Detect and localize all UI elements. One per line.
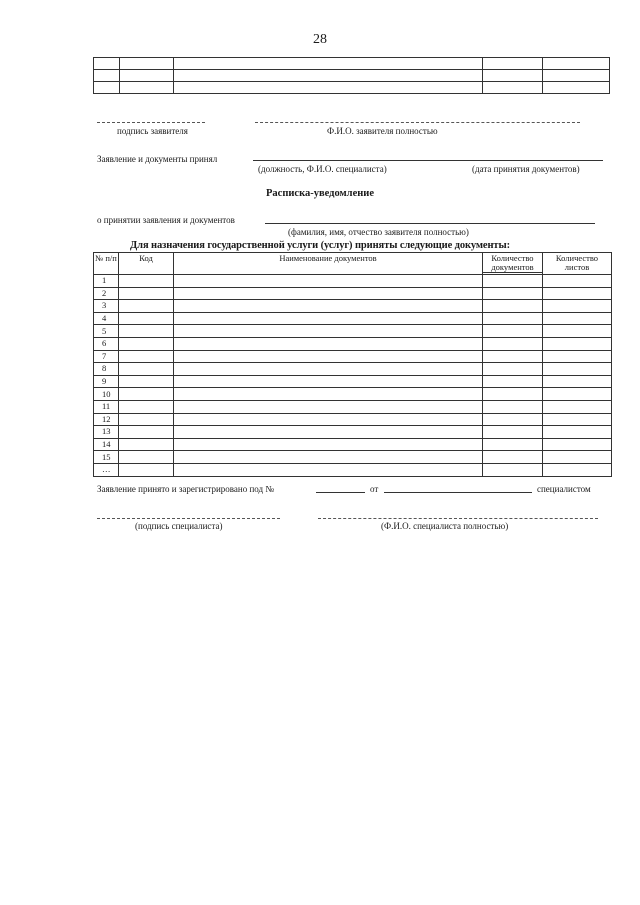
row-docs-count-cell[interactable] <box>483 337 543 350</box>
applicant-fio-caption: Ф.И.О. заявителя полностью <box>327 126 438 136</box>
row-docs-count-cell[interactable] <box>483 275 543 288</box>
row-code-cell[interactable] <box>119 438 174 451</box>
page-number: 28 <box>313 32 327 47</box>
table-row <box>94 413 612 426</box>
row-name-cell[interactable] <box>174 287 483 300</box>
row-docs-count-cell[interactable] <box>483 400 543 413</box>
row-name-cell[interactable] <box>174 312 483 325</box>
header-code: Код <box>119 253 174 275</box>
registration-number-line[interactable] <box>316 492 365 493</box>
row-number-cell: 5 <box>94 325 119 338</box>
row-docs-count-cell[interactable] <box>483 426 543 439</box>
row-number-cell: 12 <box>94 413 119 426</box>
row-name-cell[interactable] <box>174 426 483 439</box>
row-code-cell[interactable] <box>119 363 174 376</box>
row-code-cell[interactable] <box>119 375 174 388</box>
row-sheets-count-cell[interactable] <box>543 312 612 325</box>
row-name-cell[interactable] <box>174 337 483 350</box>
row-sheets-count-cell[interactable] <box>543 400 612 413</box>
receipt-fio-caption: (фамилия, имя, отчество заявителя полностью) <box>288 227 469 237</box>
row-name-cell[interactable] <box>174 400 483 413</box>
documents-subtitle: Для назначения государственной услуги (услуг) приняты следующие документы: <box>130 240 510 251</box>
row-code-cell[interactable] <box>119 400 174 413</box>
row-number-cell: 8 <box>94 363 119 376</box>
row-code-cell[interactable] <box>119 350 174 363</box>
row-code-cell[interactable] <box>119 300 174 313</box>
row-docs-count-cell[interactable] <box>483 312 543 325</box>
row-name-cell[interactable] <box>174 438 483 451</box>
row-number-cell: 9 <box>94 375 119 388</box>
row-number-cell: 11 <box>94 400 119 413</box>
specialist-signature-line[interactable] <box>97 518 280 519</box>
accepted-by-position-caption: (должность, Ф.И.О. специалиста) <box>258 164 387 174</box>
row-name-cell[interactable] <box>174 413 483 426</box>
documents-table <box>93 252 612 477</box>
row-number-cell: 1 <box>94 275 119 288</box>
table-row <box>94 287 612 300</box>
specialist-signature-caption: (подпись специалиста) <box>135 521 223 531</box>
row-name-cell[interactable] <box>174 451 483 464</box>
row-code-cell[interactable] <box>119 463 174 476</box>
registration-from-label: от <box>370 484 379 494</box>
row-number-cell: … <box>94 463 119 476</box>
table-row <box>94 426 612 439</box>
accepted-by-line[interactable] <box>253 160 603 161</box>
row-sheets-count-cell[interactable] <box>543 451 612 464</box>
specialist-fio-caption: (Ф.И.О. специалиста полностью) <box>381 521 509 531</box>
row-code-cell[interactable] <box>119 275 174 288</box>
row-number-cell: 3 <box>94 300 119 313</box>
table-row <box>94 400 612 413</box>
accepted-by-label: Заявление и документы принял <box>97 154 218 164</box>
row-code-cell[interactable] <box>119 287 174 300</box>
row-name-cell[interactable] <box>174 463 483 476</box>
receipt-title: Расписка-уведомление <box>266 188 374 199</box>
row-sheets-count-cell[interactable] <box>543 325 612 338</box>
header-num: № п/п <box>94 253 119 275</box>
row-docs-count-cell[interactable] <box>483 350 543 363</box>
header-docs-count: Количество документов <box>483 253 543 275</box>
row-code-cell[interactable] <box>119 325 174 338</box>
row-docs-count-cell[interactable] <box>483 300 543 313</box>
registration-by-label: специалистом <box>537 484 591 494</box>
row-sheets-count-cell[interactable] <box>543 363 612 376</box>
row-name-cell[interactable] <box>174 388 483 401</box>
applicant-fio-line[interactable] <box>255 122 580 123</box>
table-row <box>94 337 612 350</box>
table-row <box>94 350 612 363</box>
row-sheets-count-cell[interactable] <box>543 375 612 388</box>
row-name-cell[interactable] <box>174 325 483 338</box>
row-number-cell: 2 <box>94 287 119 300</box>
table-row <box>94 300 612 313</box>
row-docs-count-cell[interactable] <box>483 375 543 388</box>
row-docs-count-cell[interactable] <box>483 388 543 401</box>
row-name-cell[interactable] <box>174 363 483 376</box>
table-row <box>94 312 612 325</box>
row-docs-count-cell[interactable] <box>483 325 543 338</box>
row-number-cell: 4 <box>94 312 119 325</box>
table-row <box>94 375 612 388</box>
row-number-cell: 10 <box>94 388 119 401</box>
row-docs-count-cell[interactable] <box>483 438 543 451</box>
row-sheets-count-cell[interactable] <box>543 438 612 451</box>
row-number-cell: 7 <box>94 350 119 363</box>
row-sheets-count-cell[interactable] <box>543 426 612 439</box>
applicant-signature-caption: подпись заявителя <box>117 126 188 136</box>
row-docs-count-cell[interactable] <box>483 287 543 300</box>
row-docs-count-cell[interactable] <box>483 451 543 464</box>
row-sheets-count-cell[interactable] <box>543 275 612 288</box>
table-row <box>94 363 612 376</box>
row-sheets-count-cell[interactable] <box>543 388 612 401</box>
table-row <box>94 463 612 476</box>
row-code-cell[interactable] <box>119 451 174 464</box>
specialist-fio-line[interactable] <box>318 518 598 519</box>
table-row <box>94 451 612 464</box>
row-name-cell[interactable] <box>174 350 483 363</box>
registration-text: Заявление принято и зарегистрировано под № <box>97 484 274 494</box>
receipt-about-label: о принятии заявления и документов <box>97 215 235 225</box>
row-name-cell[interactable] <box>174 300 483 313</box>
header-name: Наименование документов <box>174 253 483 275</box>
row-code-cell[interactable] <box>119 312 174 325</box>
accepted-date-caption: (дата принятия документов) <box>472 164 580 174</box>
row-name-cell[interactable] <box>174 275 483 288</box>
row-number-cell: 15 <box>94 451 119 464</box>
row-docs-count-cell[interactable] <box>483 413 543 426</box>
table-row <box>94 388 612 401</box>
row-sheets-count-cell[interactable] <box>543 287 612 300</box>
receipt-fio-line[interactable] <box>265 223 595 224</box>
row-sheets-count-cell[interactable] <box>543 413 612 426</box>
row-docs-count-cell[interactable] <box>483 363 543 376</box>
row-code-cell[interactable] <box>119 388 174 401</box>
table-row <box>94 325 612 338</box>
row-code-cell[interactable] <box>119 426 174 439</box>
row-sheets-count-cell[interactable] <box>543 300 612 313</box>
header-sheets-count: Количество листов <box>543 253 612 275</box>
row-name-cell[interactable] <box>174 375 483 388</box>
row-sheets-count-cell[interactable] <box>543 350 612 363</box>
table-row <box>94 275 612 288</box>
row-code-cell[interactable] <box>119 413 174 426</box>
previous-table-fragment <box>93 57 610 94</box>
applicant-signature-line[interactable] <box>97 122 205 123</box>
registration-date-line[interactable] <box>384 492 532 493</box>
row-sheets-count-cell[interactable] <box>543 337 612 350</box>
row-code-cell[interactable] <box>119 337 174 350</box>
row-number-cell: 14 <box>94 438 119 451</box>
row-sheets-count-cell[interactable] <box>543 463 612 476</box>
row-number-cell: 6 <box>94 337 119 350</box>
row-docs-count-cell[interactable] <box>483 463 543 476</box>
row-number-cell: 13 <box>94 426 119 439</box>
table-row <box>94 438 612 451</box>
